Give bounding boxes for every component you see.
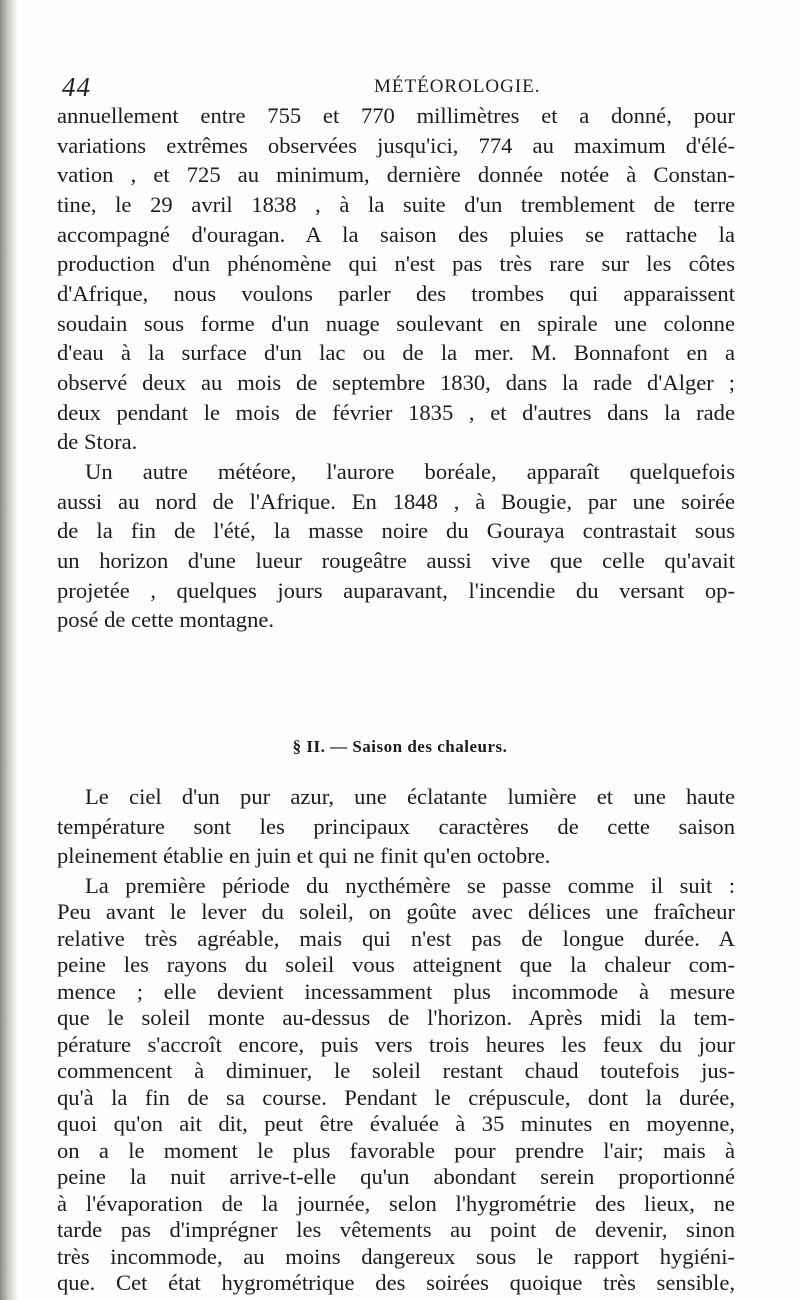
text-line: très incommode, au moins dangereux sous le rapport hygiéni- (57, 1243, 735, 1269)
text-line: pleinement établie en juin et qui ne finit qu'en octobre. (57, 843, 551, 868)
text-line: tarde pas d'imprégner les vêtements au point de devenir, sinon (57, 1217, 735, 1243)
text-line: quoi qu'on ait dit, peut être évaluée à 35 minutes en moyenne, (57, 1111, 735, 1137)
text-line: pérature s'accroît encore, puis vers trois heures les feux du jour (57, 1031, 735, 1057)
text-line: température sont les principaux caractères de cette saison (57, 814, 735, 839)
text-line: peine les rayons du soleil vous atteignent que la chaleur com- (57, 952, 735, 978)
text-line: variations extrêmes observées jusqu'ici, 774 au maximum d'élé- (57, 133, 735, 158)
text-line: La première période du nycthémère se passe comme il suit : (85, 873, 735, 898)
text-line: commencent à diminuer, le soleil restant chaud toutefois jus- (57, 1058, 735, 1084)
text-line: relative très agréable, mais qui n'est pas de longue durée. A (57, 925, 735, 951)
text-line: d'Afrique, nous voulons parler des trombes qui apparaissent (57, 281, 735, 306)
text-line: de la fin de l'été, la masse noire du Gouraya contrastait sous (57, 518, 735, 543)
text-line: Le ciel d'un pur azur, une éclatante lumière et une haute (85, 784, 735, 809)
text-line: que le soleil monte au-dessus de l'horizon. Après midi la tem- (57, 1005, 735, 1031)
text-line: tine, le 29 avril 1838 , à la suite d'un tremblement de terre (57, 192, 735, 217)
text-line: posé de cette montagne. (57, 607, 275, 632)
text-line: un horizon d'une lueur rougeâtre aussi vive que celle qu'avait (57, 548, 735, 573)
text-line: soudain sous forme d'un nuage soulevant en spirale une colonne (57, 311, 735, 336)
text-line: annuellement entre 755 et 770 millimètres et a donné, pour (57, 103, 735, 128)
text-line: peine la nuit arrive-t-elle qu'un abondant serein proportionné (57, 1164, 735, 1190)
text-line: Peu avant le lever du soleil, on goûte avec délices une fraîcheur (57, 899, 735, 925)
text-line: Un autre météore, l'aurore boréale, apparaît quelquefois (85, 459, 735, 484)
text-line: mence ; elle devient incessamment plus incommode à mesure (57, 978, 735, 1004)
text-line: on a le moment le plus favorable pour prendre l'air; mais à (57, 1137, 735, 1163)
text-line: qu'à la fin de sa course. Pendant le crépuscule, dont la durée, (57, 1084, 735, 1110)
text-line: de Stora. (57, 429, 138, 454)
page-header (0, 0, 800, 100)
section-heading: § II. — Saison des chaleurs. (292, 737, 508, 756)
page-number: 44 (62, 72, 91, 102)
text-line: d'eau à la surface d'un lac ou de la mer. M. Bonnafont en a (57, 340, 735, 365)
text-line: aussi au nord de l'Afrique. En 1848 , à Bougie, par une soirée (57, 489, 735, 514)
book-spine-shadow (0, 0, 18, 1300)
text-line: projetée , quelques jours auparavant, l'incendie du versant op- (57, 578, 735, 603)
text-line: observé deux au mois de septembre 1830, dans la rade d'Alger ; (57, 370, 735, 395)
text-line: deux pendant le mois de février 1835 , et d'autres dans la rade (57, 400, 735, 425)
running-title: MÉTÉOROLOGIE. (374, 76, 541, 97)
text-line: que. Cet état hygrométrique des soirées quoique très sensible, (57, 1270, 735, 1295)
text-line: production d'un phénomène qui n'est pas très rare sur les côtes (57, 251, 735, 276)
text-line: vation , et 725 au minimum, dernière donnée notée à Constan- (57, 162, 735, 187)
text-line: accompagné d'ouragan. A la saison des pluies se rattache la (57, 222, 735, 247)
text-line: à l'évaporation de la journée, selon l'hygrométrie des lieux, ne (57, 1190, 735, 1216)
